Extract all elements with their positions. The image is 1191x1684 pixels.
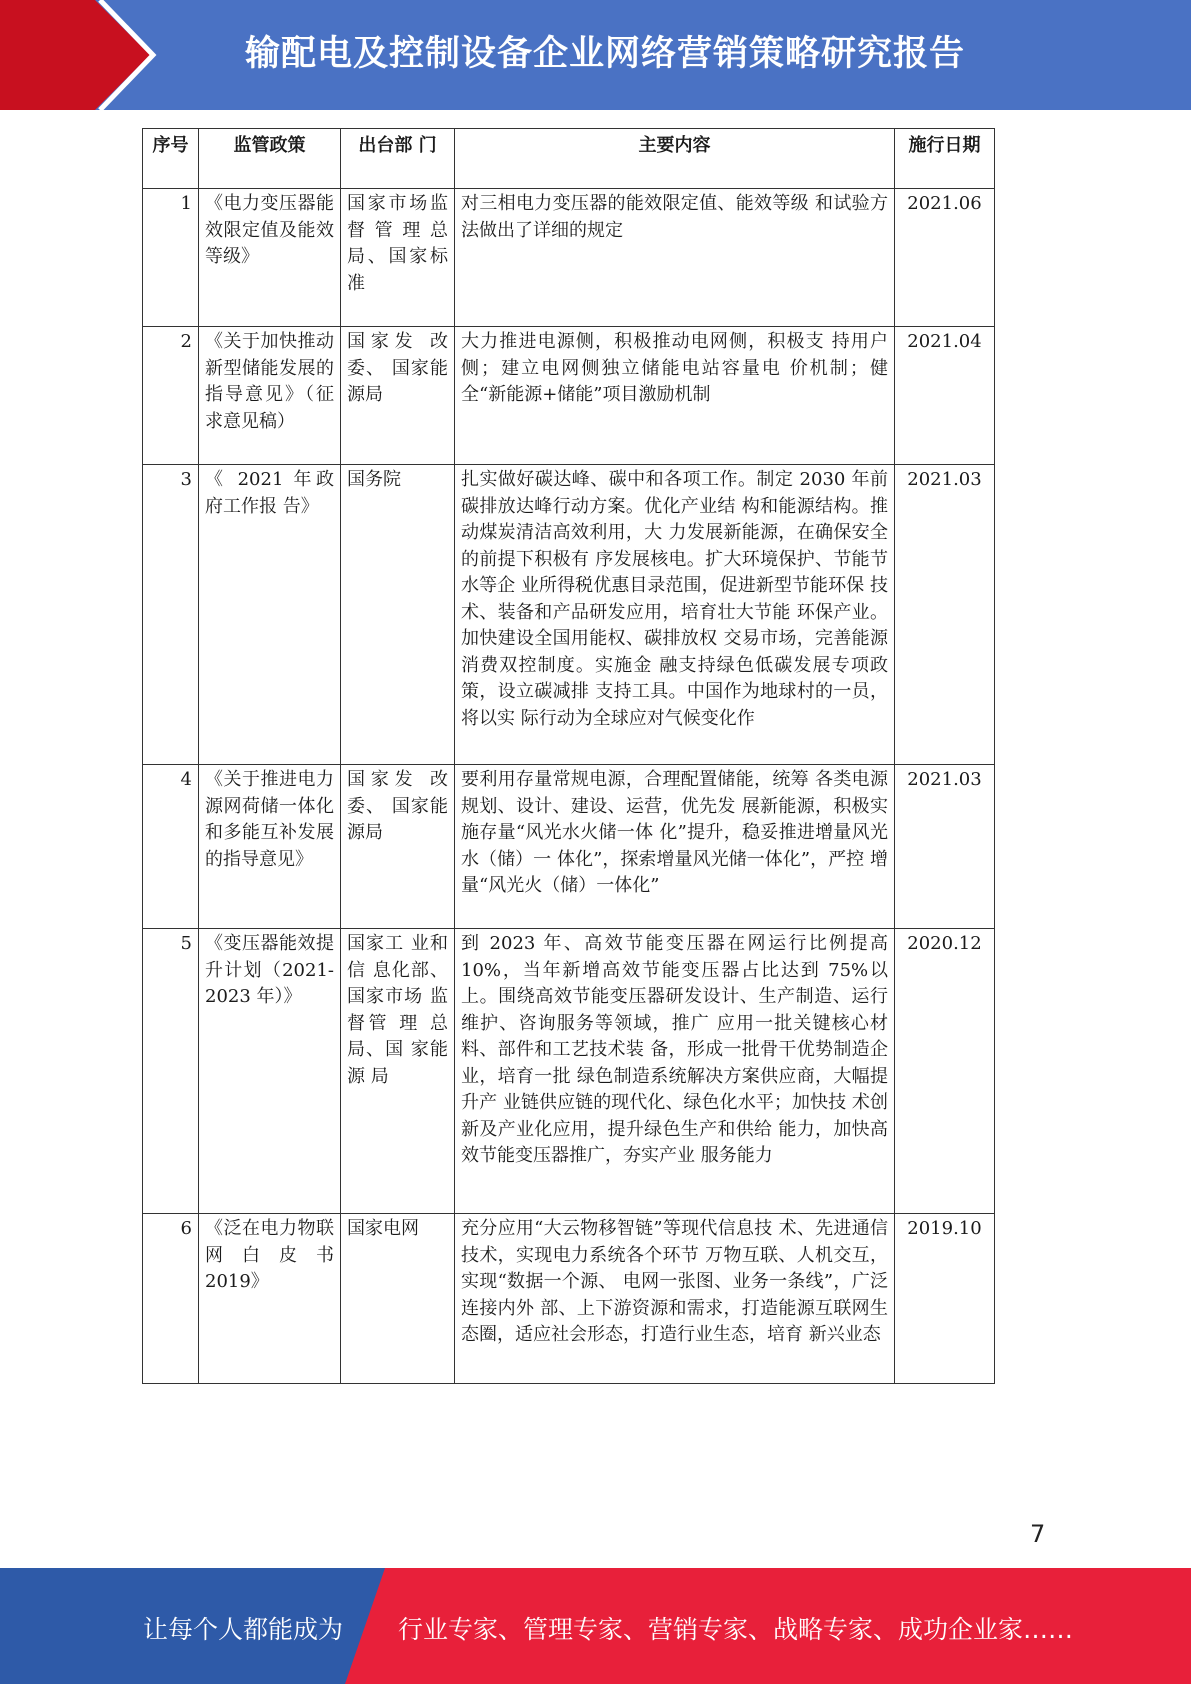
issuing-department: 国务院 (341, 465, 455, 765)
effective-date: 2021.04 (895, 327, 995, 465)
column-header-policy: 监管政策 (199, 129, 341, 189)
policy-name: 《关于推进电力源网荷储一体化和多能互补发展的指导意见》 (199, 765, 341, 929)
column-header-dept: 出台部 门 (341, 129, 455, 189)
policy-content: 对三相电力变压器的能效限定值、能效等级 和试验方法做出了详细的规定 (455, 189, 895, 327)
policy-name: 《泛在电力物联网白皮书 2019》 (199, 1214, 341, 1384)
table-row (143, 189, 995, 327)
table-header-row (143, 129, 995, 189)
table-row (143, 765, 995, 929)
effective-date: 2021.06 (895, 189, 995, 327)
dept-clip: 国家市场监督管理总局、国家标准 (347, 193, 448, 294)
policy-name: 《关于加快推动新型储能发展的指导意见》（征求意见稿） (199, 327, 341, 465)
table-row (143, 929, 995, 1214)
issuing-department: 国家电网 (341, 1214, 455, 1384)
page-footer (0, 1568, 1191, 1684)
column-header-no: 序号 (143, 129, 199, 189)
policy-content (455, 465, 895, 765)
row-number: 5 (143, 929, 199, 1214)
issuing-department: 国家发 改委、 国家能 源局 (341, 765, 455, 929)
row-number: 6 (143, 1214, 199, 1384)
effective-date: 2021.03 (895, 465, 995, 765)
footer-slogan-left: 让每个人都能成为 (143, 1615, 344, 1644)
policy-table (142, 128, 995, 1384)
policy-content: 到 2023 年、高效节能变压器在网运行比例提高 10%，当年新增高效节能变压器占比达到 75%以上。围绕高效节能变压器研发设计、生产制造、运行维护、咨询服务等领域，推广 应用一批关键核心材料、部件和工艺技术装 备，形成一批骨干优势制造企业，培育一批 绿色制造系统解决方案供应商，大幅提升产 业链供应链的现代化、绿色化水平；加快技 术创新及产业化应用，提升绿色生产和供给 能力，加快高效节能变压器推广，夯实产业 服务能力 (455, 929, 895, 1214)
policy-content: 充分应用“大云物移智链”等现代信息技 术、先进通信技术，实现电力系统各个环节 万物互联、人机交互，实现“数据一个源、 电网一张图、业务一条线”，广泛连接内外 部、上下游资源和需求，打造能源互联网生 态圈，适应社会形态，打造行业生态，培育 新兴业态 (455, 1214, 895, 1384)
policy-name: 《变压器能效提升计划（2021-2023 年）》 (199, 929, 341, 1214)
row-number: 1 (143, 189, 199, 327)
issuing-department: 国家发 改委、 国家能 源局 (341, 327, 455, 465)
column-header-content: 主要内容 (455, 129, 895, 189)
table-row (143, 465, 995, 765)
policy-content: 大力推进电源侧，积极推动电网侧，积极支 持用户侧；建立电网侧独立储能电站容量电 价机制；健全“新能源+储能”项目激励机制 (455, 327, 895, 465)
effective-date: 2021.03 (895, 765, 995, 929)
row-number: 3 (143, 465, 199, 765)
issuing-department: 国家工 业和信 息化部、国家市场 监督管 理 总局、国 家能源 局 (341, 929, 455, 1214)
policy-name: 《电力变压器能效限定值及能效等级》 (199, 189, 341, 327)
content-clip: 扎实做好碳达峰、碳中和各项工作。制定 2030 年前碳排放达峰行动方案。优化产业结 构和能源结构。推动煤炭清洁高效利用，大 力发展新能源，在确保安全的前提下积极有 序发展核电。扩大环境保护、节能节水等企 业所得税优惠目录范围，促进新型节能环保 技术、装备和产品研发应用，培育壮大节能 环保产业。加快建设全国用能权、碳排放权 交易市场，完善能源消费双控制度。实施金 融支持绿色低碳发展专项政策，设立碳减排 支持工具。中国作为地球村的一员，将以实 际行动为全球应对气候变化作 (461, 469, 888, 729)
report-title: 输配电及控制设备企业网络营销策略研究报告 (245, 34, 966, 74)
row-number: 4 (143, 765, 199, 929)
policy-content: 要利用存量常规电源，合理配置储能，统筹 各类电源规划、设计、建设、运营，优先发 展新能源，积极实施存量“风光水火储一体 化”提升，稳妥推进增量风光水（储）一 体化”，探索增量风光储一体化”，严控 增量“风光火（储）一体化” (455, 765, 895, 929)
effective-date: 2019.10 (895, 1214, 995, 1384)
row-number: 2 (143, 327, 199, 465)
page-number: 7 (1030, 1520, 1046, 1548)
footer-slogan-right: 行业专家、管理专家、营销专家、战略专家、成功企业家…… (398, 1615, 1074, 1644)
page-header (0, 0, 1191, 110)
issuing-department (341, 189, 455, 327)
column-header-date: 施行日期 (895, 129, 995, 189)
table-row (143, 1214, 995, 1384)
effective-date: 2020.12 (895, 929, 995, 1214)
table-row (143, 327, 995, 465)
policy-name: 《 2021 年政府工作报 告》 (199, 465, 341, 765)
